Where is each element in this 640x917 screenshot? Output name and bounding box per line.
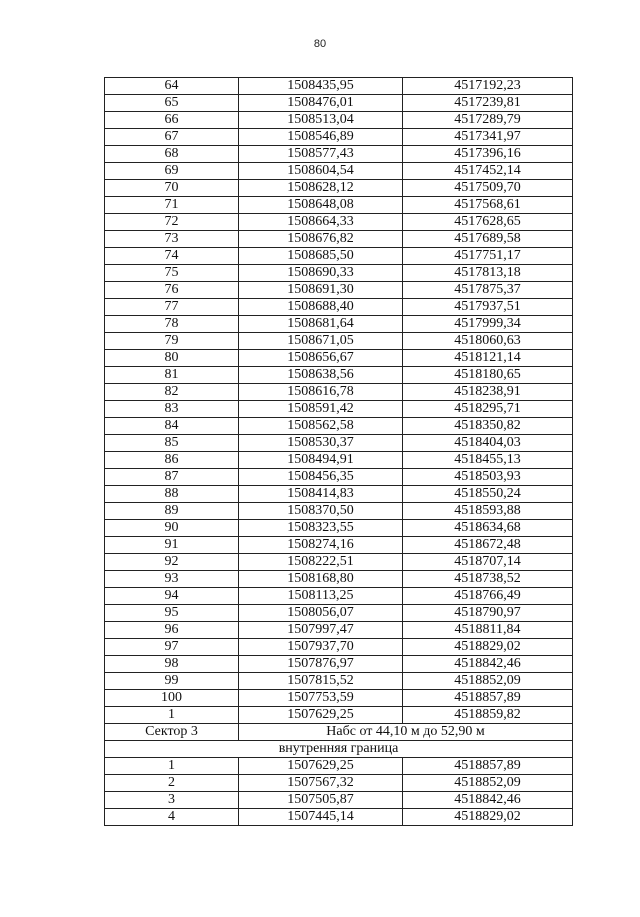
point-number-cell: 85 [105, 435, 239, 452]
x-coordinate-cell: 1508681,64 [239, 316, 403, 333]
x-coordinate-cell: 1508604,54 [239, 163, 403, 180]
table-row [105, 112, 573, 129]
point-number-cell: 79 [105, 333, 239, 350]
x-coordinate-cell: 1508456,35 [239, 469, 403, 486]
y-coordinate-cell: 4518404,03 [403, 435, 573, 452]
table-row [105, 163, 573, 180]
y-coordinate-cell: 4518455,13 [403, 452, 573, 469]
point-number-cell: 95 [105, 605, 239, 622]
y-coordinate-cell: 4518811,84 [403, 622, 573, 639]
coordinates-table-body [105, 78, 573, 724]
point-number-cell: 100 [105, 690, 239, 707]
point-number-cell: 74 [105, 248, 239, 265]
y-coordinate-cell: 4517568,61 [403, 197, 573, 214]
y-coordinate-cell: 4518790,97 [403, 605, 573, 622]
y-coordinate-cell: 4518857,89 [403, 758, 573, 775]
point-number-cell: 94 [105, 588, 239, 605]
table-row [105, 639, 573, 656]
y-coordinate-cell: 4518295,71 [403, 401, 573, 418]
point-number-cell: 86 [105, 452, 239, 469]
point-number-cell: 84 [105, 418, 239, 435]
y-coordinate-cell: 4518550,24 [403, 486, 573, 503]
x-coordinate-cell: 1507753,59 [239, 690, 403, 707]
point-number-cell: 3 [105, 792, 239, 809]
y-coordinate-cell: 4517689,58 [403, 231, 573, 248]
y-coordinate-cell: 4518842,46 [403, 792, 573, 809]
inner-boundary-row [105, 741, 573, 758]
x-coordinate-cell: 1507567,32 [239, 775, 403, 792]
point-number-cell: 83 [105, 401, 239, 418]
x-coordinate-cell: 1507445,14 [239, 809, 403, 826]
y-coordinate-cell: 4518238,91 [403, 384, 573, 401]
x-coordinate-cell: 1508591,42 [239, 401, 403, 418]
table-row [105, 537, 573, 554]
table-row [105, 78, 573, 95]
sector-row [105, 724, 573, 741]
table-row [105, 622, 573, 639]
point-number-cell: 72 [105, 214, 239, 231]
x-coordinate-cell: 1508513,04 [239, 112, 403, 129]
x-coordinate-cell: 1508671,05 [239, 333, 403, 350]
table-row [105, 673, 573, 690]
point-number-cell: 73 [105, 231, 239, 248]
x-coordinate-cell: 1508530,37 [239, 435, 403, 452]
point-number-cell: 64 [105, 78, 239, 95]
point-number-cell: 69 [105, 163, 239, 180]
y-coordinate-cell: 4518766,49 [403, 588, 573, 605]
x-coordinate-cell: 1508168,80 [239, 571, 403, 588]
x-coordinate-cell: 1508664,33 [239, 214, 403, 231]
y-coordinate-cell: 4517751,17 [403, 248, 573, 265]
y-coordinate-cell: 4518829,02 [403, 639, 573, 656]
table-row [105, 316, 573, 333]
point-number-cell: 91 [105, 537, 239, 554]
x-coordinate-cell: 1508690,33 [239, 265, 403, 282]
x-coordinate-cell: 1508562,58 [239, 418, 403, 435]
x-coordinate-cell: 1508688,40 [239, 299, 403, 316]
sector-height-note: Набс от 44,10 м до 52,90 м [239, 724, 573, 741]
y-coordinate-cell: 4517341,97 [403, 129, 573, 146]
x-coordinate-cell: 1508435,95 [239, 78, 403, 95]
x-coordinate-cell: 1508676,82 [239, 231, 403, 248]
y-coordinate-cell: 4517452,14 [403, 163, 573, 180]
table-row [105, 707, 573, 724]
point-number-cell: 75 [105, 265, 239, 282]
x-coordinate-cell: 1508648,08 [239, 197, 403, 214]
y-coordinate-cell: 4517396,16 [403, 146, 573, 163]
y-coordinate-cell: 4518852,09 [403, 673, 573, 690]
y-coordinate-cell: 4517999,34 [403, 316, 573, 333]
point-number-cell: 98 [105, 656, 239, 673]
table-row [105, 418, 573, 435]
x-coordinate-cell: 1508274,16 [239, 537, 403, 554]
x-coordinate-cell: 1508370,50 [239, 503, 403, 520]
point-number-cell: 82 [105, 384, 239, 401]
table-row [105, 554, 573, 571]
table-row [105, 214, 573, 231]
y-coordinate-cell: 4518593,88 [403, 503, 573, 520]
point-number-cell: 2 [105, 775, 239, 792]
table-row [105, 129, 573, 146]
point-number-cell: 68 [105, 146, 239, 163]
point-number-cell: 4 [105, 809, 239, 826]
table-row [105, 571, 573, 588]
point-number-cell: 71 [105, 197, 239, 214]
point-number-cell: 78 [105, 316, 239, 333]
x-coordinate-cell: 1507629,25 [239, 707, 403, 724]
point-number-cell: 65 [105, 95, 239, 112]
table-row [105, 452, 573, 469]
x-coordinate-cell: 1508577,43 [239, 146, 403, 163]
inner-boundary-label: внутренняя граница [105, 741, 573, 758]
y-coordinate-cell: 4518852,09 [403, 775, 573, 792]
table-row [105, 248, 573, 265]
point-number-cell: 77 [105, 299, 239, 316]
x-coordinate-cell: 1507997,47 [239, 622, 403, 639]
table-row [105, 146, 573, 163]
x-coordinate-cell: 1508546,89 [239, 129, 403, 146]
x-coordinate-cell: 1507937,70 [239, 639, 403, 656]
x-coordinate-cell: 1508656,67 [239, 350, 403, 367]
x-coordinate-cell: 1508691,30 [239, 282, 403, 299]
sector-label: Сектор 3 [105, 724, 239, 741]
y-coordinate-cell: 4517239,81 [403, 95, 573, 112]
x-coordinate-cell: 1508628,12 [239, 180, 403, 197]
point-number-cell: 66 [105, 112, 239, 129]
y-coordinate-cell: 4517509,70 [403, 180, 573, 197]
y-coordinate-cell: 4518859,82 [403, 707, 573, 724]
y-coordinate-cell: 4518738,52 [403, 571, 573, 588]
x-coordinate-cell: 1508638,56 [239, 367, 403, 384]
point-number-cell: 97 [105, 639, 239, 656]
y-coordinate-cell: 4517628,65 [403, 214, 573, 231]
y-coordinate-cell: 4518634,68 [403, 520, 573, 537]
table-row [105, 367, 573, 384]
table-row [105, 758, 573, 775]
coordinates-table [104, 77, 573, 826]
point-number-cell: 81 [105, 367, 239, 384]
table-row [105, 503, 573, 520]
point-number-cell: 1 [105, 707, 239, 724]
x-coordinate-cell: 1508323,55 [239, 520, 403, 537]
x-coordinate-cell: 1508222,51 [239, 554, 403, 571]
table-row [105, 469, 573, 486]
y-coordinate-cell: 4518060,63 [403, 333, 573, 350]
table-row [105, 792, 573, 809]
table-row [105, 690, 573, 707]
table-row [105, 775, 573, 792]
point-number-cell: 93 [105, 571, 239, 588]
point-number-cell: 70 [105, 180, 239, 197]
x-coordinate-cell: 1507876,97 [239, 656, 403, 673]
table-row [105, 231, 573, 248]
x-coordinate-cell: 1508685,50 [239, 248, 403, 265]
point-number-cell: 67 [105, 129, 239, 146]
table-row [105, 520, 573, 537]
x-coordinate-cell: 1508616,78 [239, 384, 403, 401]
y-coordinate-cell: 4517192,23 [403, 78, 573, 95]
table-row [105, 605, 573, 622]
inner-boundary-body [105, 758, 573, 826]
y-coordinate-cell: 4518829,02 [403, 809, 573, 826]
table-row [105, 486, 573, 503]
y-coordinate-cell: 4518707,14 [403, 554, 573, 571]
sector-header [105, 724, 573, 758]
point-number-cell: 1 [105, 758, 239, 775]
point-number-cell: 92 [105, 554, 239, 571]
table-row [105, 180, 573, 197]
table-row [105, 588, 573, 605]
y-coordinate-cell: 4518842,46 [403, 656, 573, 673]
y-coordinate-cell: 4518672,48 [403, 537, 573, 554]
table-row [105, 95, 573, 112]
y-coordinate-cell: 4518350,82 [403, 418, 573, 435]
table-row [105, 197, 573, 214]
table-row [105, 350, 573, 367]
y-coordinate-cell: 4517813,18 [403, 265, 573, 282]
x-coordinate-cell: 1507629,25 [239, 758, 403, 775]
point-number-cell: 88 [105, 486, 239, 503]
table-row [105, 656, 573, 673]
point-number-cell: 89 [105, 503, 239, 520]
point-number-cell: 96 [105, 622, 239, 639]
x-coordinate-cell: 1508414,83 [239, 486, 403, 503]
x-coordinate-cell: 1508494,91 [239, 452, 403, 469]
y-coordinate-cell: 4518180,65 [403, 367, 573, 384]
table-row [105, 435, 573, 452]
y-coordinate-cell: 4518503,93 [403, 469, 573, 486]
table-row [105, 265, 573, 282]
x-coordinate-cell: 1507815,52 [239, 673, 403, 690]
point-number-cell: 90 [105, 520, 239, 537]
x-coordinate-cell: 1507505,87 [239, 792, 403, 809]
y-coordinate-cell: 4517289,79 [403, 112, 573, 129]
page-number: 80 [313, 38, 327, 50]
point-number-cell: 87 [105, 469, 239, 486]
table-row [105, 384, 573, 401]
y-coordinate-cell: 4517937,51 [403, 299, 573, 316]
y-coordinate-cell: 4517875,37 [403, 282, 573, 299]
table-row [105, 333, 573, 350]
table-row [105, 299, 573, 316]
y-coordinate-cell: 4518857,89 [403, 690, 573, 707]
x-coordinate-cell: 1508056,07 [239, 605, 403, 622]
point-number-cell: 80 [105, 350, 239, 367]
table-row [105, 401, 573, 418]
table-row [105, 809, 573, 826]
x-coordinate-cell: 1508476,01 [239, 95, 403, 112]
point-number-cell: 76 [105, 282, 239, 299]
x-coordinate-cell: 1508113,25 [239, 588, 403, 605]
point-number-cell: 99 [105, 673, 239, 690]
table-row [105, 282, 573, 299]
y-coordinate-cell: 4518121,14 [403, 350, 573, 367]
